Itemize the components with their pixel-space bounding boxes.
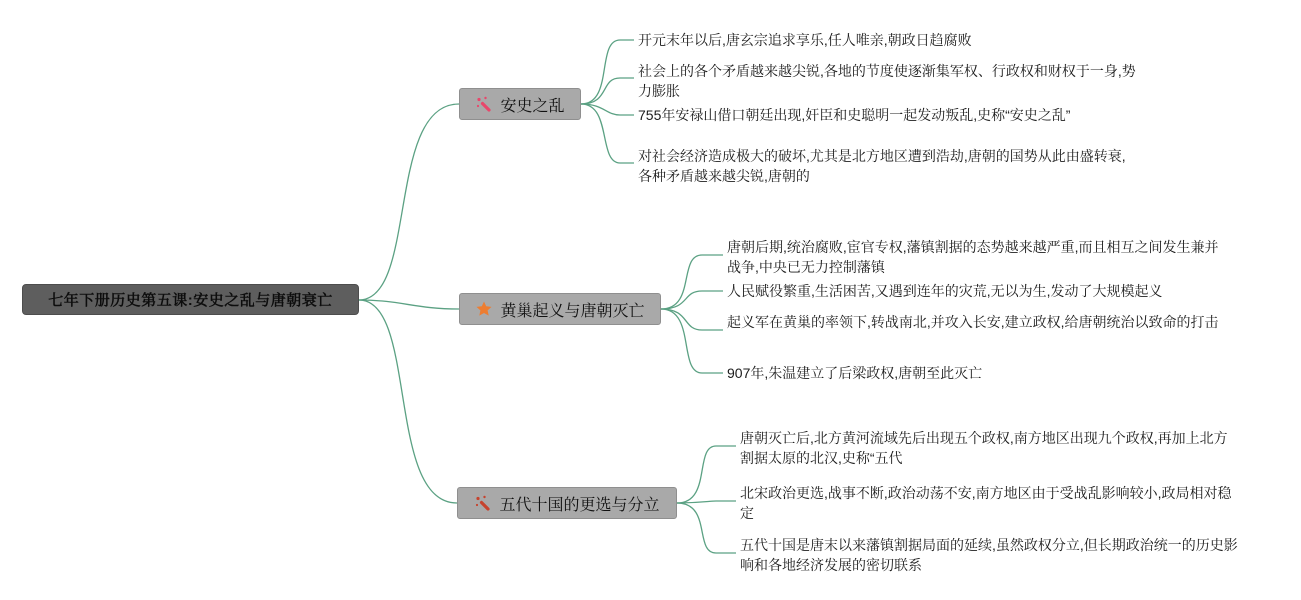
branch-label: 五代十国的更选与分立 xyxy=(499,496,660,514)
topic-item[interactable]: 755年安禄山借口朝廷出现,奸臣和史聪明一起发动叛乱,史称“安史之乱” xyxy=(638,107,1071,123)
star-icon xyxy=(475,300,493,318)
topic-item[interactable]: 对社会经济造成极大的破坏,尤其是北方地区遭到浩劫,唐朝的国势从此由盛转衰,各种矛盾越来越尖锐,唐朝的 xyxy=(638,148,1126,184)
branch-label: 安史之乱 xyxy=(500,97,565,115)
topic-item[interactable]: 起义军在黄巢的率领下,转战南北,并攻入长安,建立政权,给唐朝统治以致命的打击 xyxy=(727,314,1219,330)
topic-item[interactable]: 907年,朱温建立了后梁政权,唐朝至此灭亡 xyxy=(727,365,983,381)
branch-label: 黄巢起义与唐朝灭亡 xyxy=(500,302,645,320)
topic-item[interactable]: 五代十国是唐末以来藩镇割据局面的延续,虽然政权分立,但长期政治统一的历史影响和各地经济发展的密切联系 xyxy=(740,537,1238,573)
topic-item[interactable]: 北宋政治更选,战事不断,政治动荡不安,南方地区由于受战乱影响较小,政局相对稳定 xyxy=(740,485,1232,521)
branch-node-anshizhiluan[interactable] xyxy=(459,88,581,120)
topic-item[interactable]: 开元末年以后,唐玄宗追求享乐,任人唯亲,朝政日趋腐败 xyxy=(638,32,972,48)
root-topic-node[interactable] xyxy=(22,284,359,315)
branch-node-huangchaoqiyi[interactable] xyxy=(459,293,661,325)
branch-node-wudaishiguo[interactable] xyxy=(457,487,677,519)
topic-item[interactable]: 唐朝后期,统治腐败,宦官专权,藩镇割据的态势越来越严重,而且相互之间发生兼并战争,中央已无力控制藩镇 xyxy=(727,239,1219,275)
root-topic-label: 七年下册历史第五课:安史之乱与唐朝衰亡 xyxy=(48,292,333,309)
topic-item[interactable]: 唐朝灭亡后,北方黄河流域先后出现五个政权,南方地区出现九个政权,再加上北方割据太原的北汉,史称“五代 xyxy=(740,430,1228,466)
topic-item[interactable]: 人民赋役繁重,生活困苦,又遇到连年的灾荒,无以为生,发动了大规模起义 xyxy=(727,283,1163,299)
topic-item[interactable]: 社会上的各个矛盾越来越尖锐,各地的节度使逐渐集军权、行政权和财权于一身,势力膨胀 xyxy=(638,63,1136,99)
wand-sparkles-icon xyxy=(474,494,492,512)
wand-sparkles-icon xyxy=(475,95,493,113)
